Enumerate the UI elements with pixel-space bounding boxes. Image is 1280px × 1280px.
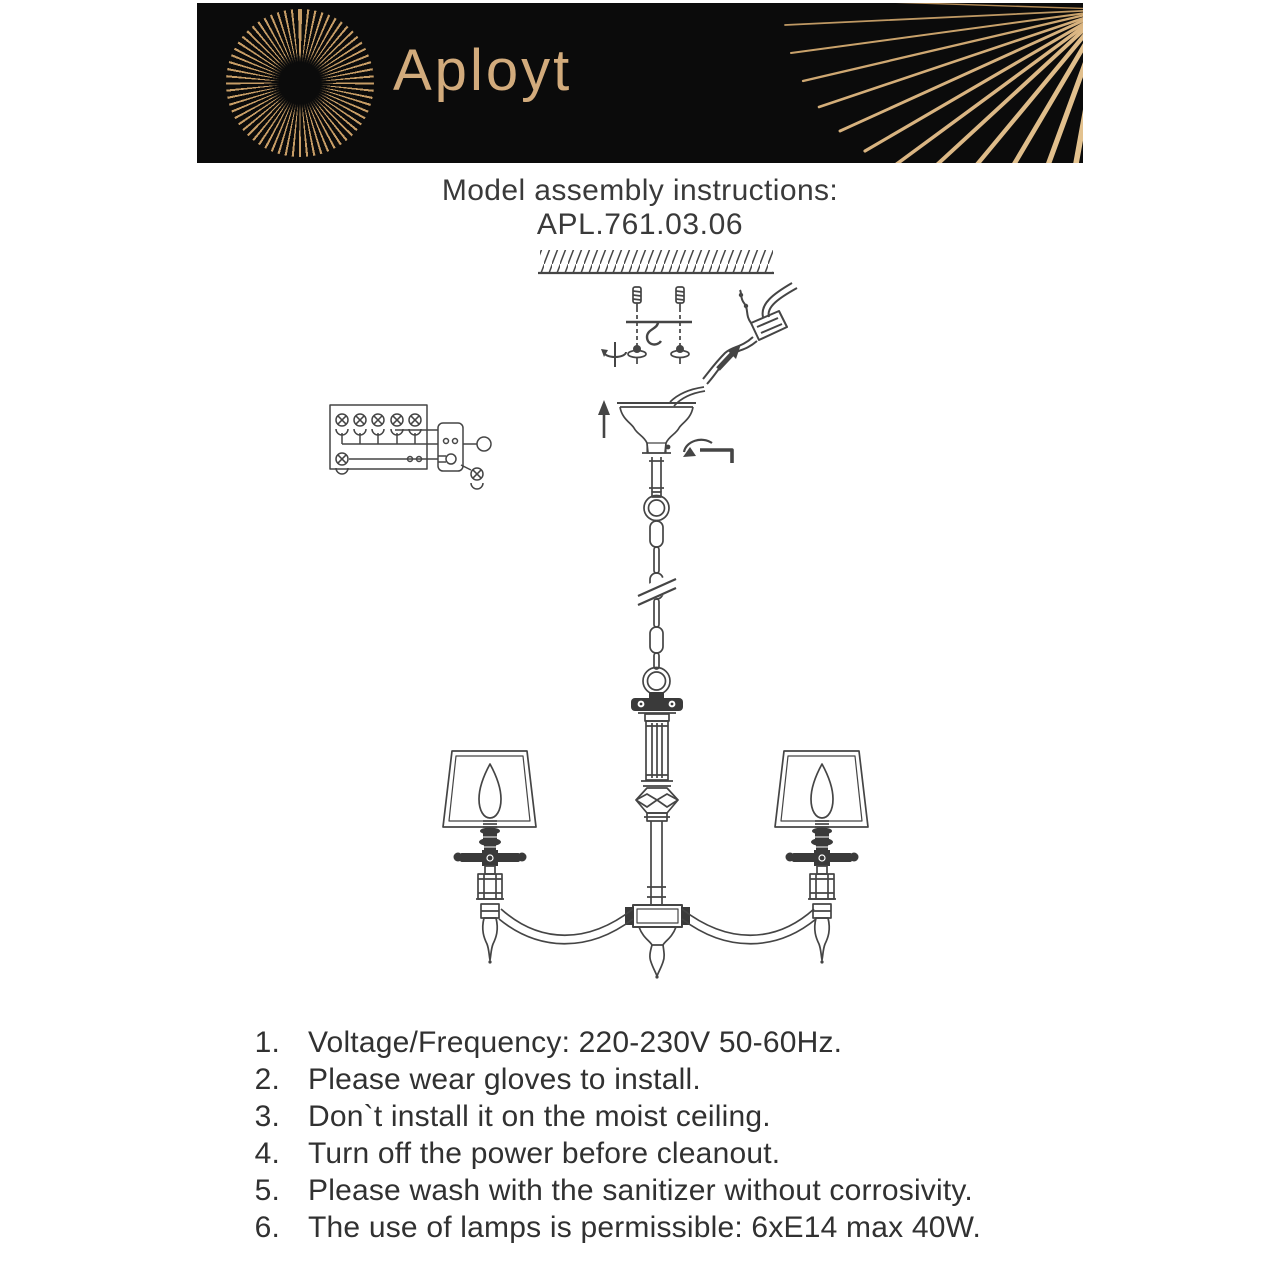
instruction-item: [208, 1098, 1108, 1135]
instruction-item: [208, 1135, 1108, 1172]
instruction-text: Turn off the power before cleanout.: [308, 1137, 781, 1170]
model-number: APL.761.03.06: [536, 208, 744, 241]
instruction-number: 6.: [254, 1211, 280, 1244]
instruction-item: [208, 1172, 1108, 1209]
instruction-text: Voltage/Frequency: 220-230V 50-60Hz.: [308, 1026, 843, 1059]
ceiling-hatch: [538, 250, 774, 273]
instruction-number: 2.: [254, 1063, 280, 1096]
brand-name: Aployt: [393, 38, 573, 103]
instruction-number: 1.: [254, 1026, 280, 1059]
instruction-item: [208, 1209, 1108, 1246]
rotate-screw-icon: [601, 342, 626, 367]
instruction-item: [208, 1061, 1108, 1098]
instruction-item: [208, 1024, 1108, 1061]
right-lamp-unit: [775, 751, 868, 964]
wire-connection-detail: [703, 283, 797, 384]
left-lamp-unit: [443, 751, 536, 964]
instruction-list: [208, 1024, 1108, 1246]
mounting-screws-and-hook: [601, 287, 692, 367]
instruction-number: 3.: [254, 1100, 280, 1133]
page-title: Model assembly instructions:: [441, 174, 839, 207]
chain-assembly: [635, 521, 678, 695]
wiring-schematic: [330, 405, 491, 489]
instruction-number: 5.: [254, 1174, 280, 1207]
instruction-number: 4.: [254, 1137, 280, 1170]
arrow-up-icon: [598, 400, 610, 438]
allen-key-icon: [666, 440, 732, 463]
canopy-assembly: [598, 387, 732, 521]
instruction-text: Don`t install it on the moist ceiling.: [308, 1100, 771, 1133]
chandelier-body: [443, 692, 868, 979]
instruction-text: The use of lamps is permissible: 6xE14 max 40W.: [308, 1211, 982, 1244]
instruction-text: Please wash with the sanitizer without corrosivity.: [308, 1174, 973, 1207]
length-break-icon: [635, 574, 678, 605]
instruction-text: Please wear gloves to install.: [308, 1063, 701, 1096]
